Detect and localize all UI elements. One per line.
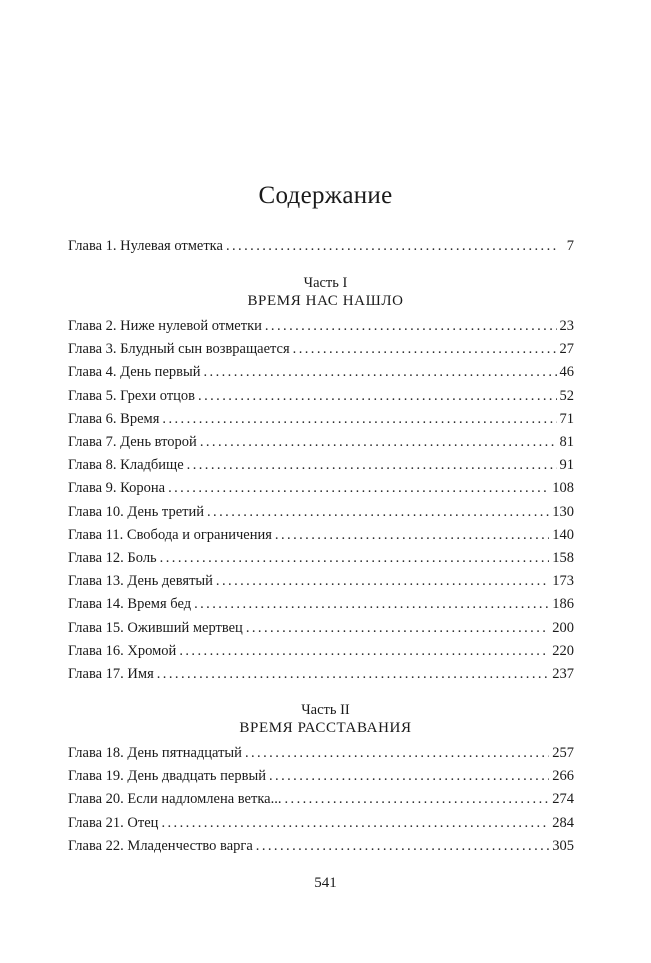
leader-dots: [256, 835, 549, 857]
entry-page: 200: [552, 619, 574, 636]
entry-page: 274: [552, 791, 574, 808]
page-number: 541: [314, 875, 337, 891]
toc-entry[interactable]: [68, 617, 574, 639]
leader-dots: [200, 431, 557, 453]
toc-entry[interactable]: [68, 593, 574, 615]
entry-label: Глава 17. Имя: [68, 666, 154, 682]
entry-label: Глава 11. Свобода и ограничения: [68, 526, 272, 543]
toc-entry[interactable]: [68, 835, 574, 857]
leader-dots: [246, 617, 549, 639]
leader-dots: [293, 338, 557, 360]
entry-label: Глава 3. Блудный сын возвращается: [68, 341, 290, 358]
leader-dots: [161, 812, 549, 834]
leader-dots: [187, 454, 557, 476]
entry-label: Глава 20. Если надломлена ветка...: [68, 791, 282, 808]
entry-page: 284: [552, 814, 574, 831]
toc-entry[interactable]: [68, 501, 574, 523]
entry-label: Глава 12. Боль: [68, 550, 157, 566]
toc-entry[interactable]: [68, 235, 574, 257]
entry-page: 108: [552, 480, 574, 497]
part-heading: Часть I: [303, 275, 348, 291]
leader-dots: [194, 593, 549, 615]
toc-entry[interactable]: [68, 408, 574, 430]
entry-page: 91: [559, 457, 574, 474]
entry-label: Глава 16. Хромой: [68, 642, 177, 659]
leader-dots: [284, 788, 549, 810]
part-heading: Часть II: [301, 702, 350, 718]
entry-label: Глава 5. Грехи отцов: [68, 387, 196, 404]
entry-page: 81: [559, 434, 574, 450]
entry-page: 7: [566, 238, 574, 254]
leader-dots: [203, 361, 556, 383]
entry-page: 130: [552, 503, 574, 520]
entry-label: Глава 18. День пятнадцатый: [68, 745, 242, 761]
entry-label: Глава 1. Нулевая отметка: [68, 238, 223, 254]
toc-entry[interactable]: [68, 477, 574, 499]
toc-entry[interactable]: [68, 338, 574, 360]
leader-dots: [162, 408, 556, 430]
entry-page: 220: [552, 642, 574, 659]
leader-dots: [198, 385, 556, 407]
entry-page: 27: [559, 341, 574, 358]
entry-label: Глава 9. Корона: [68, 480, 166, 497]
toc-entry[interactable]: [68, 385, 574, 407]
leader-dots: [226, 235, 557, 257]
leader-dots: [179, 640, 549, 662]
entry-page: 266: [552, 768, 574, 785]
toc-entry[interactable]: [68, 812, 574, 834]
leader-dots: [269, 765, 549, 787]
leader-dots: [157, 663, 550, 685]
entry-label: Глава 14. Время бед: [68, 596, 192, 613]
entry-page: 257: [552, 745, 574, 761]
entry-label: Глава 8. Кладбище: [68, 457, 184, 474]
entry-page: 173: [552, 573, 574, 590]
leader-dots: [207, 501, 549, 523]
toc-entry[interactable]: [68, 547, 574, 569]
part-name: ВРЕМЯ НАС НАШЛО: [247, 293, 404, 309]
leader-dots: [265, 315, 557, 337]
entry-page: 71: [559, 410, 574, 427]
entry-label: Глава 4. День первый: [68, 364, 201, 381]
entry-page: 237: [552, 666, 574, 682]
part-name: ВРЕМЯ РАССТАВАНИЯ: [239, 720, 412, 736]
entry-page: 140: [552, 526, 574, 543]
entry-page: 305: [552, 837, 574, 854]
entry-page: 158: [552, 550, 574, 566]
toc-entry[interactable]: [68, 788, 574, 810]
entry-page: 23: [559, 318, 574, 334]
toc-title: Содержание: [258, 182, 393, 209]
entry-label: Глава 15. Оживший мертвец: [68, 619, 243, 636]
entry-label: Глава 10. День третий: [68, 503, 204, 520]
toc-entry[interactable]: [68, 640, 574, 662]
toc-entry[interactable]: [68, 454, 574, 476]
toc-entry[interactable]: [68, 361, 574, 383]
entry-page: 46: [559, 364, 574, 381]
toc-entry[interactable]: [68, 663, 574, 685]
leader-dots: [168, 477, 549, 499]
leader-dots: [216, 570, 549, 592]
entry-page: 52: [559, 387, 574, 404]
entry-label: Глава 7. День второй: [68, 434, 197, 450]
entry-label: Глава 13. День девятый: [68, 573, 213, 590]
entry-label: Глава 22. Младенчество варга: [68, 837, 253, 854]
toc-entry[interactable]: [68, 524, 574, 546]
entry-label: Глава 21. Отец: [68, 814, 159, 831]
toc-entry[interactable]: [68, 570, 574, 592]
entry-page: 186: [552, 596, 574, 613]
entry-label: Глава 6. Время: [68, 410, 160, 427]
toc-entry[interactable]: [68, 742, 574, 764]
entry-label: Глава 2. Ниже нулевой отметки: [68, 318, 262, 334]
entry-label: Глава 19. День двадцать первый: [68, 768, 266, 785]
toc-entry[interactable]: [68, 765, 574, 787]
leader-dots: [160, 547, 550, 569]
leader-dots: [275, 524, 549, 546]
toc-entry[interactable]: [68, 431, 574, 453]
leader-dots: [245, 742, 549, 764]
toc-entry[interactable]: [68, 315, 574, 337]
